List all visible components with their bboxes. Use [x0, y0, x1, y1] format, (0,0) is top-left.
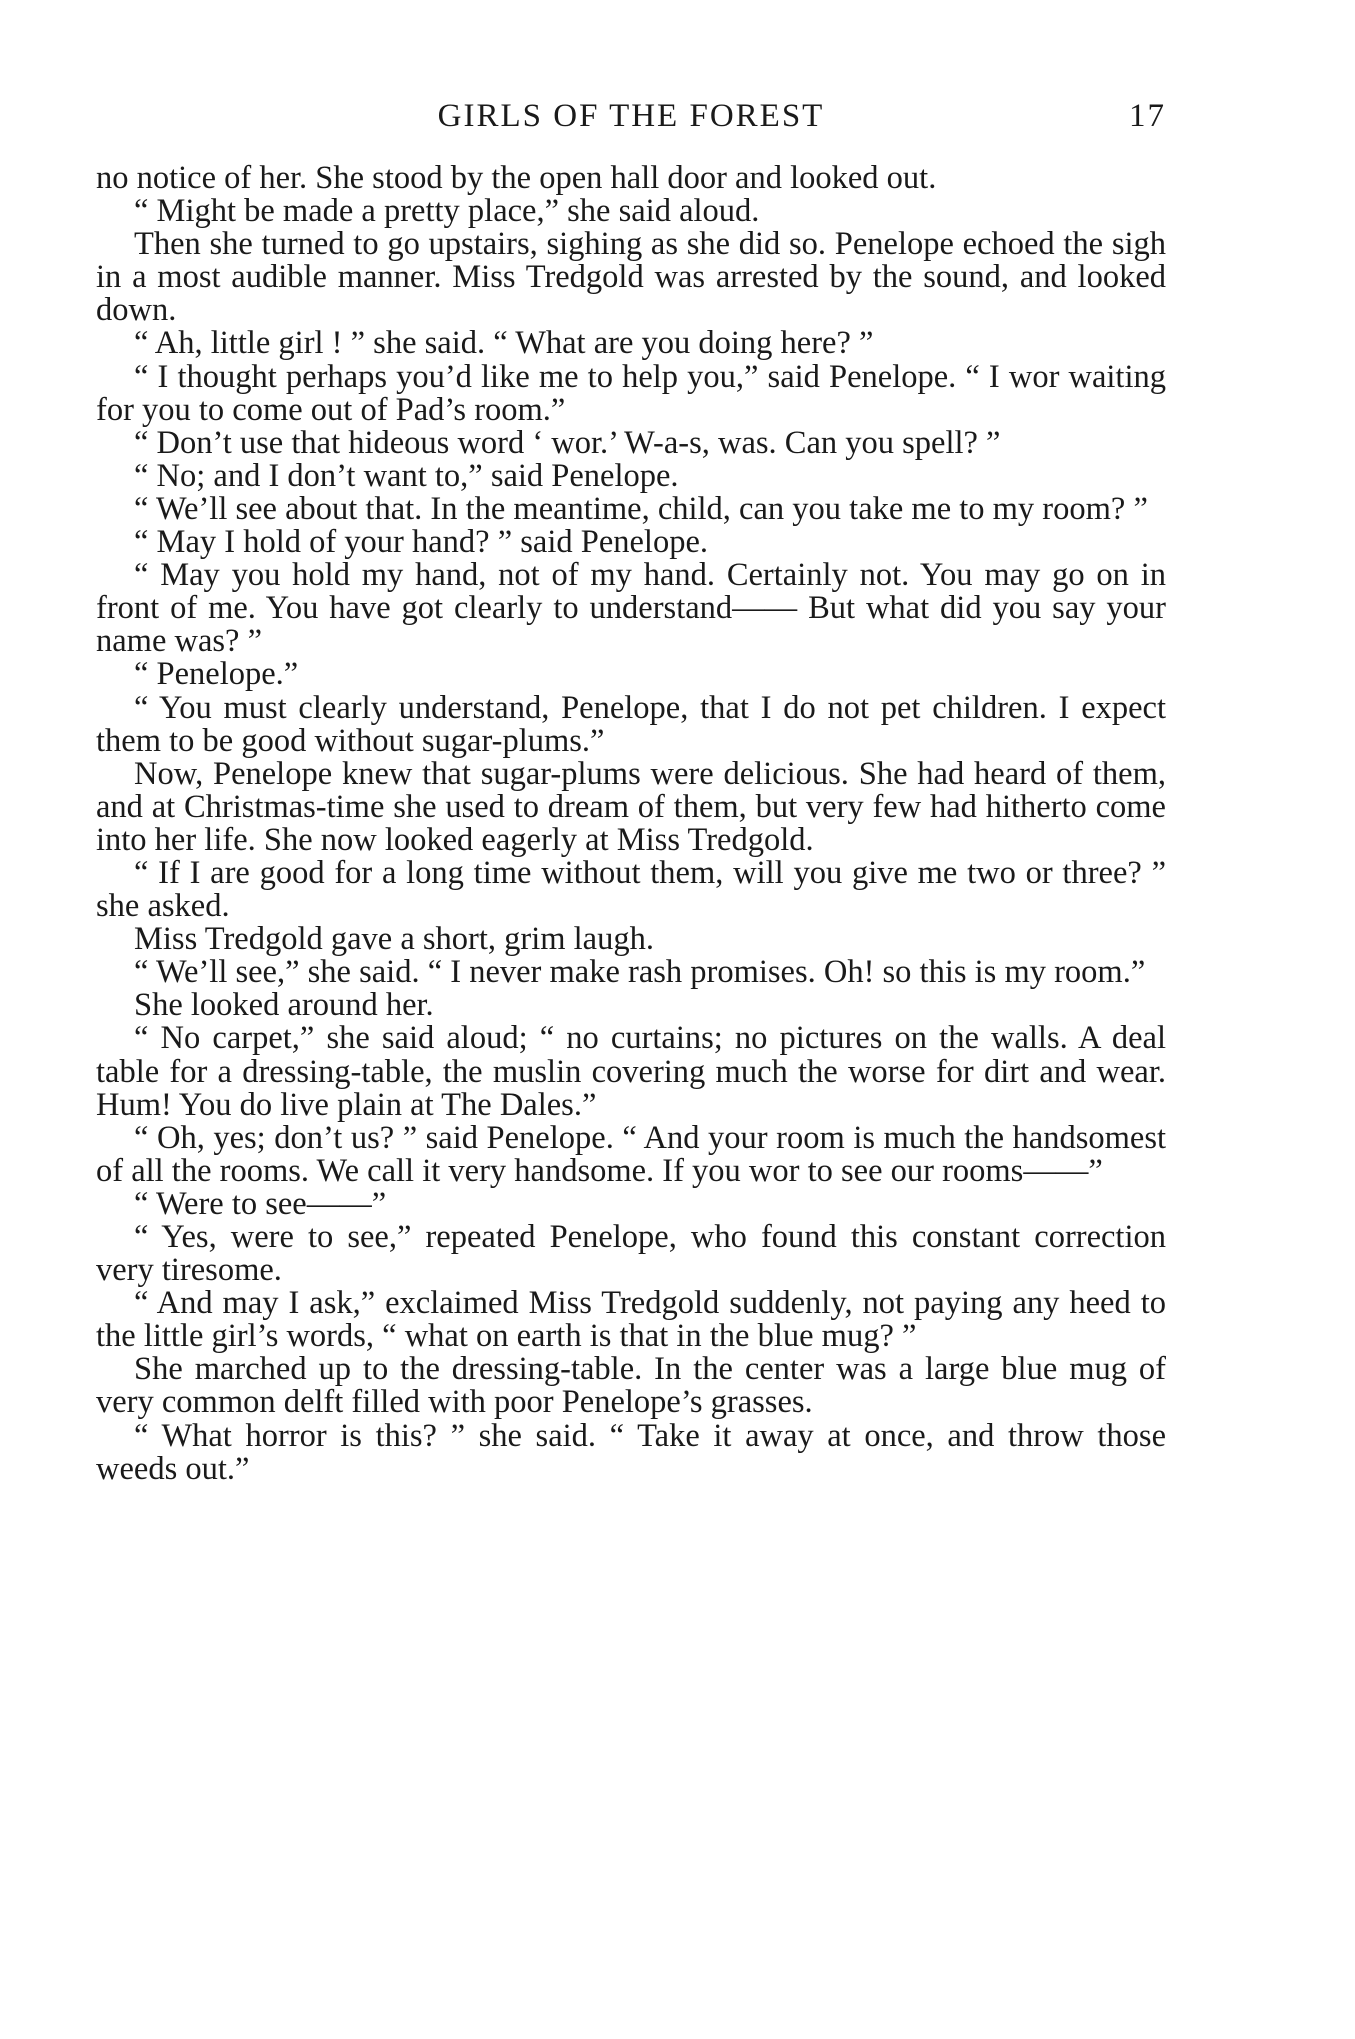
- paragraph: She marched up to the dressing-table. In the center was a large blue mug of very common delft filled with poor Penelope’s grasses.: [96, 1351, 1166, 1421]
- paragraph: “ No carpet,” she said aloud; “ no curtains; no pictures on the walls. A deal table for a dressing-table, the muslin covering much the worse for dirt and wear. Hum! You do live plain at The Dales.”: [96, 1020, 1166, 1123]
- paragraph: “ Penelope.”: [134, 656, 299, 693]
- paragraph: no notice of her. She stood by the open hall door and looked out.: [96, 160, 937, 196]
- book-page: [96, 98, 1166, 1486]
- body-text: [96, 162, 1166, 1486]
- paragraph: Miss Tredgold gave a short, grim laugh.: [134, 921, 654, 958]
- paragraph: “ No; and I don’t want to,” said Penelope.: [134, 457, 679, 494]
- paragraph: “ Oh, yes; don’t us? ” said Penelope. “ And your room is much the handsomest of all the rooms. We call it very handsome. If you wor to see our rooms——”: [96, 1119, 1166, 1189]
- paragraph: “ And may I ask,” exclaimed Miss Tredgold suddenly, not paying any heed to the little girl’s words, “ what on earth is that in the blue mug? ”: [96, 1285, 1166, 1355]
- paragraph: “ Yes, were to see,” repeated Penelope, who found this constant correction very tiresome.: [96, 1219, 1166, 1289]
- paragraph: Then she turned to go upstairs, sighing as she did so. Penelope echoed the sigh in a most audible manner. Miss Tredgold was arrested by the sound, and looked down.: [96, 226, 1166, 329]
- paragraph: “ Were to see——”: [134, 1185, 387, 1222]
- paragraph: “ You must clearly understand, Penelope, that I do not pet children. I expect them to be good without sugar-plums.”: [96, 689, 1166, 759]
- paragraph: “ Might be made a pretty place,” she said aloud.: [134, 193, 760, 230]
- paragraph: “ Don’t use that hideous word ‘ wor.’ W-a-s, was. Can you spell? ”: [134, 424, 1001, 461]
- paragraph: “ I thought perhaps you’d like me to help you,” said Penelope. “ I wor waiting for you to come out of Pad’s room.”: [96, 358, 1166, 428]
- running-head: [96, 98, 1166, 142]
- page-number: 17: [1129, 98, 1166, 134]
- paragraph: “ We’ll see,” she said. “ I never make rash promises. Oh! so this is my room.”: [134, 954, 1146, 991]
- paragraph: She looked around her.: [134, 987, 434, 1024]
- paragraph: Now, Penelope knew that sugar-plums were delicious. She had heard of them, and at Christmas-time she used to dream of them, but very few had hitherto come into her life. She now looked eagerly at Miss Tredgold.: [96, 755, 1166, 858]
- paragraph: “ What horror is this? ” she said. “ Take it away at once, and throw those weeds out.”: [96, 1417, 1166, 1487]
- paragraph: “ If I are good for a long time without them, will you give me two or three? ” she asked.: [96, 854, 1166, 925]
- paragraph: “ May you hold my hand, not of my hand. Certainly not. You may go on in front of me. You have got clearly to understand—— But what did you say your name was? ”: [96, 557, 1166, 660]
- paragraph: “ May I hold of your hand? ” said Penelope.: [134, 524, 709, 561]
- paragraph: “ We’ll see about that. In the meantime, child, can you take me to my room? ”: [134, 490, 1148, 527]
- paragraph: “ Ah, little girl ! ” she said. “ What are you doing here? ”: [134, 325, 874, 362]
- running-title: GIRLS OF THE FOREST: [437, 98, 825, 134]
